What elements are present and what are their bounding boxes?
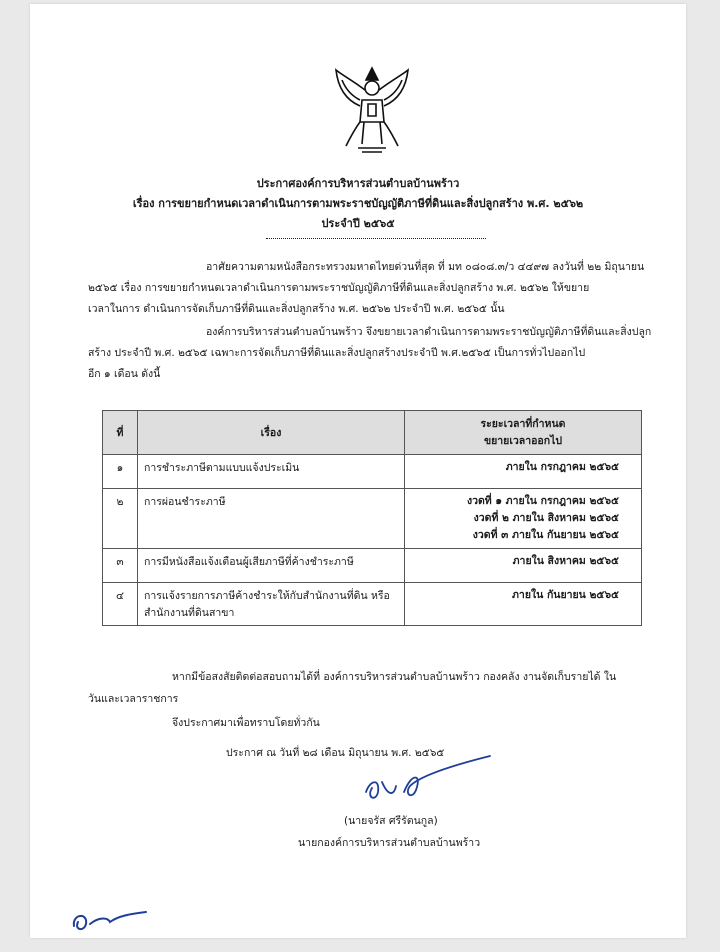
signer-name: (นายจรัส ศรีรัตนกูล): [344, 815, 438, 827]
header-period: [405, 411, 642, 455]
period-line: งวดที่ ๒ ภายใน สิงหาคม ๒๕๖๕: [473, 512, 619, 524]
header-no: ที่: [103, 411, 138, 455]
table-row: [103, 455, 642, 489]
period-line: ภายใน กันยายน ๒๕๖๕: [512, 589, 619, 601]
announcement-subject: เรื่อง การขยายกำหนดเวลาดำเนินการตามพระราชบัญญัติภาษีที่ดินและสิ่งปลูกสร้าง พ.ศ. ๒๕๖๒: [132, 197, 584, 210]
period-line: งวดที่ ๑ ภายใน กรกฎาคม ๒๕๖๕: [466, 495, 619, 507]
row-no: ๒: [103, 489, 138, 549]
row-subject: การแจ้งรายการภาษีค้างชำระให้กับสำนักงานที่ดิน หรือสำนักงานที่ดินสาขา: [138, 583, 405, 626]
signer-title: นายกองค์การบริหารส่วนตำบลบ้านพร้าว: [298, 837, 481, 849]
paragraph-reference: [88, 257, 656, 320]
row-period: [405, 489, 642, 549]
period-line: งวดที่ ๓ ภายใน กันยายน ๒๕๖๕: [472, 529, 619, 541]
schedule-table: [102, 410, 642, 626]
paragraph-line: เวลาในการ ดำเนินการจัดเก็บภาษีที่ดินและสิ่งปลูกสร้าง พ.ศ. ๒๕๖๒ ประจำปี พ.ศ. ๒๕๖๕ นั้น: [88, 303, 505, 315]
document-page: [30, 4, 686, 938]
announce-line: จึงประกาศมาเพื่อทราบโดยทั่วกัน: [172, 717, 320, 729]
row-subject: การชำระภาษีตามแบบแจ้งประเมิน: [138, 455, 405, 489]
row-no: ๑: [103, 455, 138, 489]
announcement-year: ประจำปี ๒๕๖๕: [321, 217, 395, 230]
dotted-divider: [266, 238, 486, 239]
row-period: [405, 583, 642, 626]
row-period: [405, 549, 642, 583]
period-line: ภายใน สิงหาคม ๒๕๖๕: [512, 555, 619, 567]
paragraph-line: อีก ๑ เดือน ดังนี้: [88, 368, 161, 380]
row-subject: การมีหนังสือแจ้งเตือนผู้เสียภาษีที่ค้างชำระภาษี: [138, 549, 405, 583]
row-no: ๔: [103, 583, 138, 626]
header-subject: เรื่อง: [138, 411, 405, 455]
row-subject: การผ่อนชำระภาษี: [138, 489, 405, 549]
garuda-emblem-icon: [332, 60, 412, 160]
contact-line: วันและเวลาราชการ: [88, 693, 179, 705]
date-line: ประกาศ ณ วันที่ ๒๘ เดือน มิถุนายน พ.ศ. ๒๕๖๕: [226, 747, 445, 759]
paragraph-line: อาศัยความตามหนังสือกระทรวงมหาดไทยด่วนที่สุด ที่ มท ๐๘๐๘.๓/ว ๔๔๙๗ ลงวันที่ ๒๒ มิถุนายน: [206, 261, 645, 273]
paragraph-line: องค์การบริหารส่วนตำบลบ้านพร้าว จึงขยายเวลาดำเนินการตามพระราชบัญญัติภาษีที่ดินและสิ่งปลูก: [206, 326, 652, 338]
row-no: ๓: [103, 549, 138, 583]
initial-signature-icon: [70, 902, 150, 938]
header-period-line2: ขยายเวลาออกไป: [483, 434, 563, 447]
table-row: [103, 549, 642, 583]
period-line: ภายใน กรกฎาคม ๒๕๖๕: [505, 461, 619, 473]
contact-line: หากมีข้อสงสัยติดต่อสอบถามได้ที่ องค์การบริหารส่วนตำบลบ้านพร้าว กองคลัง งานจัดเก็บรายได้ ใน: [172, 671, 617, 683]
signature-icon: [360, 752, 520, 812]
row-period: [405, 455, 642, 489]
paragraph-line: สร้าง ประจำปี พ.ศ. ๒๕๖๕ เฉพาะการจัดเก็บภาษีที่ดินและสิ่งปลูกสร้างประจำปี พ.ศ.๒๕๖๕ เป็นการทั่วไปออกไป: [88, 347, 586, 359]
table-row: [103, 489, 642, 549]
paragraph-extension: [88, 322, 656, 385]
paragraph-line: ๒๕๖๕ เรื่อง การขยายกำหนดเวลาดำเนินการตามพระราชบัญญัติภาษีที่ดินและสิ่งปลูกสร้าง พ.ศ. ๒๕๖๒ ให้ขยาย: [88, 282, 590, 294]
header-period-line1: ระยะเวลาที่กำหนด: [480, 417, 566, 430]
table-row: [103, 583, 642, 626]
table-header-row: [103, 411, 642, 455]
announcement-title: ประกาศองค์การบริหารส่วนตำบลบ้านพร้าว: [256, 177, 460, 190]
